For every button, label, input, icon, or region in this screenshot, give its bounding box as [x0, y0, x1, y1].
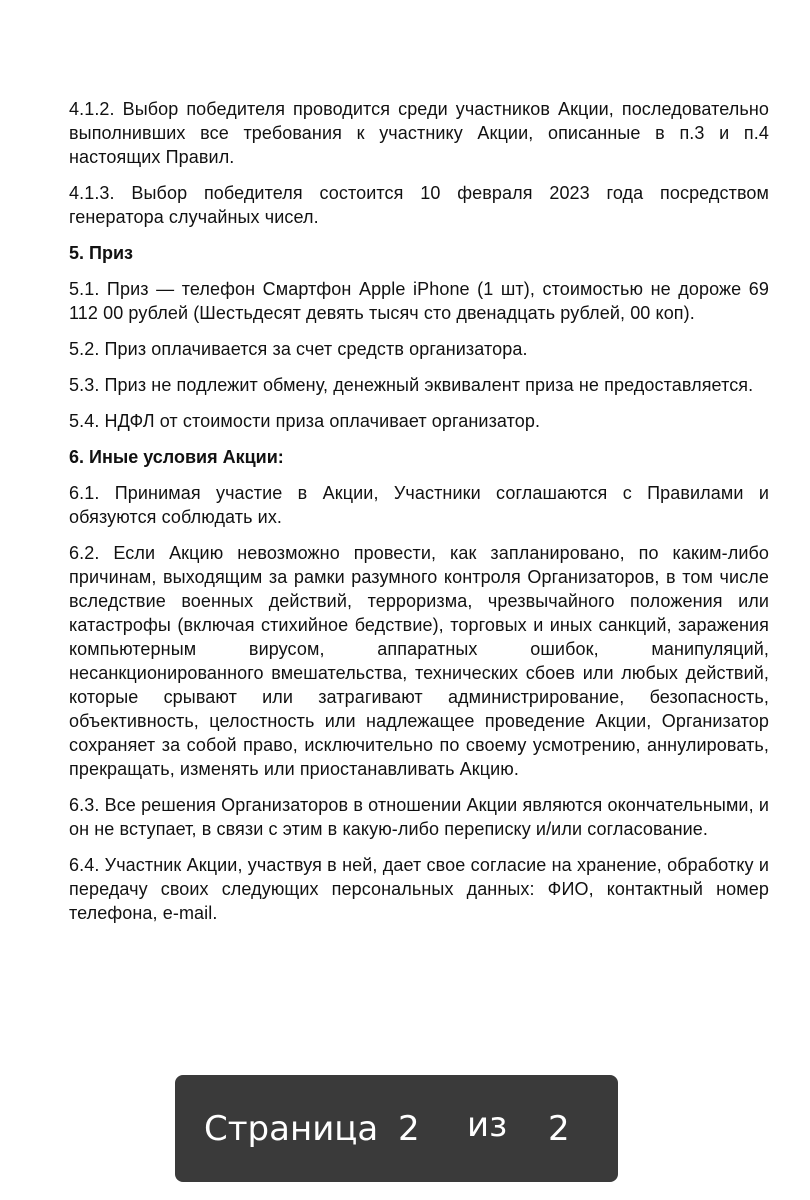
paragraph-6-2: 6.2. Если Акцию невозможно провести, как запланировано, по каким-либо причинам, выходящим за рамки разумного контроля Организаторов, в том числе вследствие военных действий, терроризма, чрезвычайного положения или катастрофы (включая стихийное бедствие), торговых и иных санкций, заражения компьютерным вирусом, аппаратных ошибок, манипуляций, несанкционированного вмешательства, технических сбоев или любых действий, которые срывают или затрагивают администрирование, безопасность, объективность, целостность или надлежащее проведение Акции, Организатор сохраняет за собой право, исключительно по своему усмотрению, аннулировать, прекращать, изменять или приостанавливать Акцию. [69, 543, 769, 779]
paragraph-4-1-3: 4.1.3. Выбор победителя состоится 10 февраля 2023 года посредством генератора случайных чисел. [69, 183, 769, 227]
page-indicator-label: Страница [204, 1109, 379, 1149]
page-indicator[interactable] [175, 1075, 618, 1182]
paragraph-5-2: 5.2. Приз оплачивается за счет средств организатора. [69, 339, 528, 359]
page-current-number: 2 [398, 1109, 420, 1149]
paragraph-5-4: 5.4. НДФЛ от стоимости приза оплачивает организатор. [69, 411, 541, 431]
page-total-number: 2 [548, 1109, 570, 1149]
document-content [69, 97, 769, 937]
paragraph-6-1: 6.1. Принимая участие в Акции, Участники соглашаются с Правилами и обязуются соблюдать их. [69, 483, 769, 527]
paragraph-6-3: 6.3. Все решения Организаторов в отношении Акции являются окончательными, и он не вступает, в связи с этим в какую-либо переписку и/или согласование. [69, 795, 769, 839]
paragraph-5-1: 5.1. Приз — телефон Смартфон Apple iPhone (1 шт), стоимостью не дороже 69 112 00 рублей (Шестьдесят девять тысяч сто двенадцать рублей, 00 коп). [69, 279, 769, 323]
paragraph-6-4: 6.4. Участник Акции, участвуя в ней, дает свое согласие на хранение, обработку и передачу своих следующих персональных данных: ФИО, контактный номер телефона, e-mail. [69, 855, 769, 923]
section-heading-other-terms: 6. Иные условия Акции: [69, 447, 284, 467]
section-heading-prize: 5. Приз [69, 243, 133, 263]
page-of-label: из [467, 1105, 508, 1145]
paragraph-4-1-2: 4.1.2. Выбор победителя проводится среди участников Акции, последовательно выполнивших все требования к участнику Акции, описанные в п.3 и п.4 настоящих Правил. [69, 99, 769, 167]
paragraph-5-3: 5.3. Приз не подлежит обмену, денежный эквивалент приза не предоставляется. [69, 375, 754, 395]
